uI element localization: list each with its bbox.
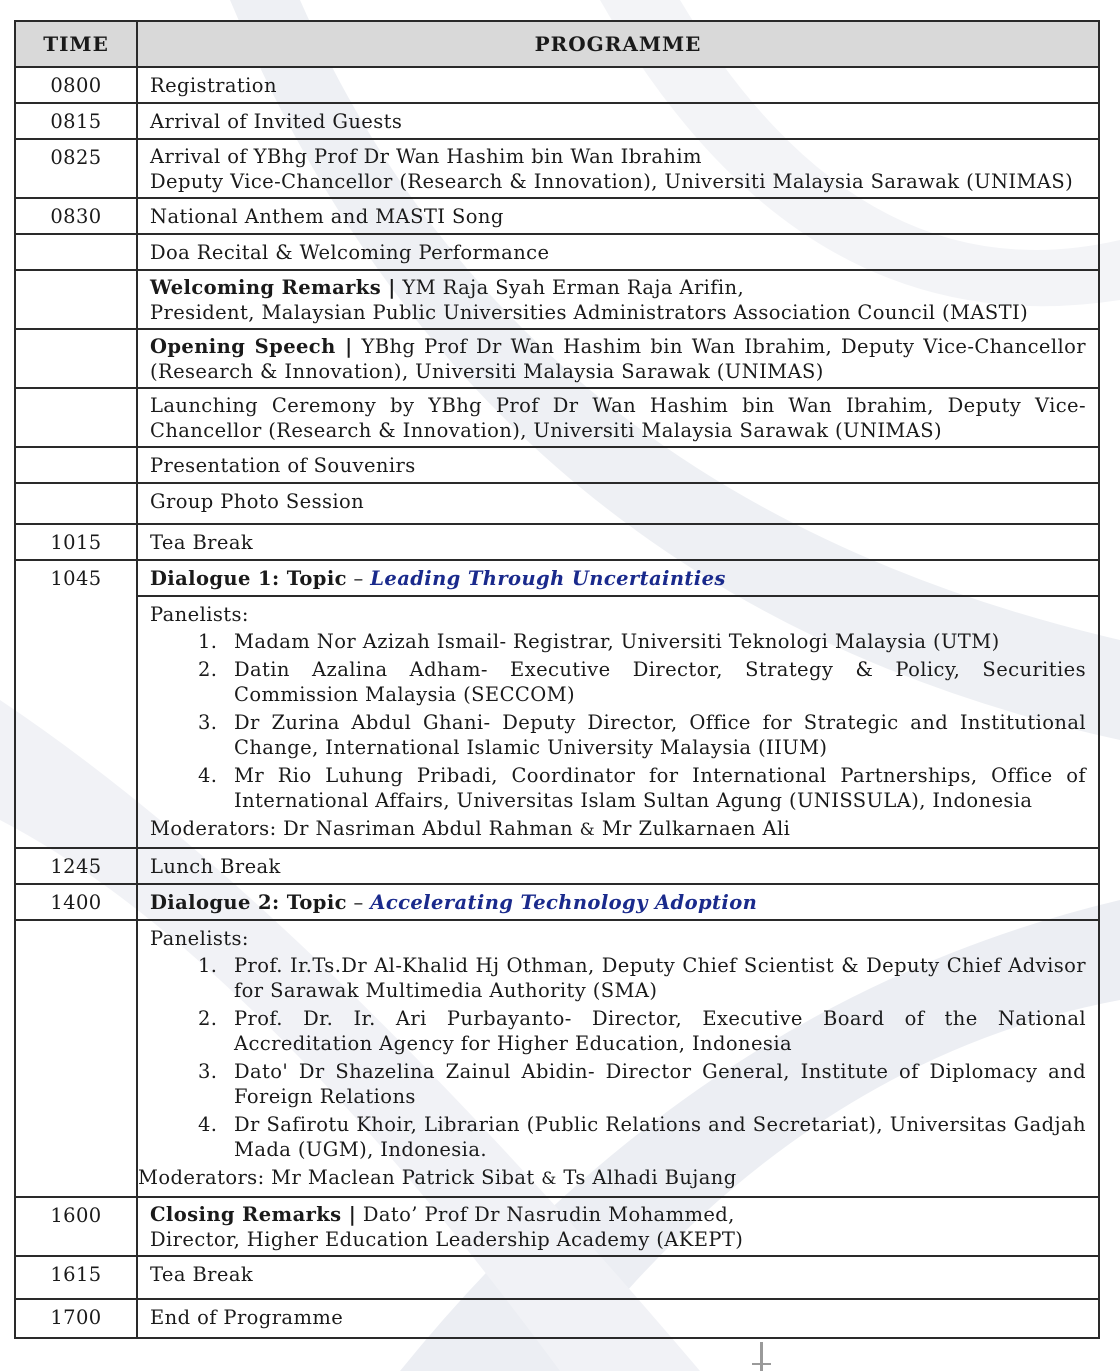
time-cell (15, 234, 137, 270)
programme-cell: Doa Recital & Welcoming Performance (137, 234, 1099, 270)
time-cell: 1600 (15, 1197, 137, 1256)
panelist-list (150, 953, 1086, 1162)
moderators-line: Moderators: Dr Nasriman Abdul Rahman & Mr Zulkarnaen Ali (150, 817, 791, 840)
programme-cell (137, 139, 1099, 198)
list-item: 2. Datin Azalina Adham- Executive Director, Strategy & Policy, Securities Commission Malaysia (SECCOM) (224, 657, 1086, 707)
table-header-row (15, 21, 1099, 67)
programme-cell: Lunch Break (137, 848, 1099, 884)
item-heading: Opening Speech | (150, 335, 353, 358)
programme-cell: Tea Break (137, 524, 1099, 560)
time-cell (15, 329, 137, 388)
list-item: 4. Dr Safirotu Khoir, Librarian (Public Relations and Secretariat), Universitas Gadjah Mada (UGM), Indonesia. (224, 1112, 1086, 1162)
programme-cell: Launching Ceremony by YBhg Prof Dr Wan Hashim bin Wan Ibrahim, Deputy Vice-Chancellor (Research & Innovation), Universiti Malaysia Sarawak (UNIMAS) (137, 388, 1099, 447)
item-heading: Welcoming Remarks | (150, 276, 396, 299)
time-cell: 1015 (15, 524, 137, 560)
dash: – (346, 891, 371, 914)
time-cell (15, 920, 137, 1197)
programme-cell (137, 560, 1099, 596)
table-row (15, 270, 1099, 329)
table-row (15, 198, 1099, 234)
time-cell: 1400 (15, 884, 137, 920)
time-cell: 0830 (15, 198, 137, 234)
panelist-list (150, 629, 1086, 813)
table-row (15, 596, 1099, 848)
list-item: 3. Dr Zurina Abdul Ghani- Deputy Director, Office for Strategic and Institutional Change, International Islamic University Malaysia (IIUM) (224, 710, 1086, 760)
time-cell: 0825 (15, 139, 137, 198)
time-column-header: TIME (15, 21, 137, 67)
table-row (15, 884, 1099, 920)
table-row (15, 67, 1099, 103)
programme-cell: Tea Break (137, 1256, 1099, 1299)
moderators-line: Moderators: Mr Maclean Patrick Sibat & Ts Alhadi Bujang (138, 1166, 737, 1189)
programme-cell (137, 329, 1099, 388)
table-row (15, 1197, 1099, 1256)
programme-line: Deputy Vice-Chancellor (Research & Innovation), Universiti Malaysia Sarawak (UNIMAS) (150, 170, 1074, 193)
item-speaker: YBhg Prof Dr Wan Hashim bin Wan Ibrahim, Deputy Vice-Chancellor (Research & Innovation), Universiti Malaysia Sarawak (UNIMAS) (150, 335, 1086, 383)
programme-cell (137, 1197, 1099, 1256)
table-row (15, 139, 1099, 198)
time-cell: 0815 (15, 103, 137, 139)
time-cell (15, 447, 137, 483)
dialogue-heading: Dialogue 2: Topic (150, 891, 347, 914)
programme-cell: End of Programme (137, 1299, 1099, 1338)
time-cell: 1245 (15, 848, 137, 884)
dialogue-topic: Accelerating Technology Adoption (370, 891, 758, 914)
time-cell (15, 483, 137, 524)
table-row (15, 1299, 1099, 1338)
time-cell (15, 270, 137, 329)
time-cell: 1615 (15, 1256, 137, 1299)
time-cell: 1700 (15, 1299, 137, 1338)
page-marker (760, 1342, 763, 1371)
table-row (15, 483, 1099, 524)
dialogue-heading: Dialogue 1: Topic (150, 567, 347, 590)
item-speaker: Dato’ Prof Dr Nasrudin Mohammed, (356, 1203, 735, 1226)
dialogue-topic: Leading Through Uncertainties (370, 567, 726, 590)
programme-cell: Arrival of Invited Guests (137, 103, 1099, 139)
table-row (15, 1256, 1099, 1299)
table-row (15, 560, 1099, 596)
programme-cell: National Anthem and MASTI Song (137, 198, 1099, 234)
programme-table-container (14, 20, 1098, 1339)
list-item: 3. Dato' Dr Shazelina Zainul Abidin- Director General, Institute of Diplomacy and Foreign Relations (224, 1059, 1086, 1109)
panelists-label: Panelists: (150, 927, 249, 950)
panel-cell (137, 596, 1099, 848)
time-cell: 0800 (15, 67, 137, 103)
programme-column-header: PROGRAMME (137, 21, 1099, 67)
dash: – (346, 567, 371, 590)
programme-cell: Group Photo Session (137, 483, 1099, 524)
panel-cell (137, 920, 1099, 1197)
panelists-label: Panelists: (150, 603, 249, 626)
list-item: 1. Prof. Ir.Ts.Dr Al-Khalid Hj Othman, Deputy Chief Scientist & Deputy Chief Advisor for Sarawak Multimedia Authority (SMA) (224, 953, 1086, 1003)
table-row (15, 447, 1099, 483)
list-item: 1. Madam Nor Azizah Ismail- Registrar, Universiti Teknologi Malaysia (UTM) (224, 629, 1086, 654)
table-row (15, 920, 1099, 1197)
item-heading: Closing Remarks | (150, 1203, 357, 1226)
programme-cell: Registration (137, 67, 1099, 103)
page-marker-base (752, 1363, 771, 1365)
programme-line: President, Malaysian Public Universities Administrators Association Council (MASTI) (150, 301, 1029, 324)
table-row (15, 848, 1099, 884)
time-cell (15, 388, 137, 447)
programme-line: Director, Higher Education Leadership Academy (AKEPT) (150, 1228, 744, 1251)
table-row (15, 524, 1099, 560)
table-row (15, 234, 1099, 270)
programme-cell (137, 270, 1099, 329)
list-item: 4. Mr Rio Luhung Pribadi, Coordinator for International Partnerships, Office of International Affairs, Universitas Islam Sultan Agung (UNISSULA), Indonesia (224, 763, 1086, 813)
programme-cell (137, 884, 1099, 920)
programme-line: Arrival of YBhg Prof Dr Wan Hashim bin Wan Ibrahim (150, 145, 702, 168)
time-cell (15, 596, 137, 848)
table-row (15, 388, 1099, 447)
table-row (15, 329, 1099, 388)
list-item: 2. Prof. Dr. Ir. Ari Purbayanto- Director, Executive Board of the National Accreditation Agency for Higher Education, Indonesia (224, 1006, 1086, 1056)
programme-cell: Presentation of Souvenirs (137, 447, 1099, 483)
table-row (15, 103, 1099, 139)
time-cell: 1045 (15, 560, 137, 596)
programme-table (14, 20, 1100, 1339)
item-speaker: YM Raja Syah Erman Raja Arifin, (395, 276, 745, 299)
